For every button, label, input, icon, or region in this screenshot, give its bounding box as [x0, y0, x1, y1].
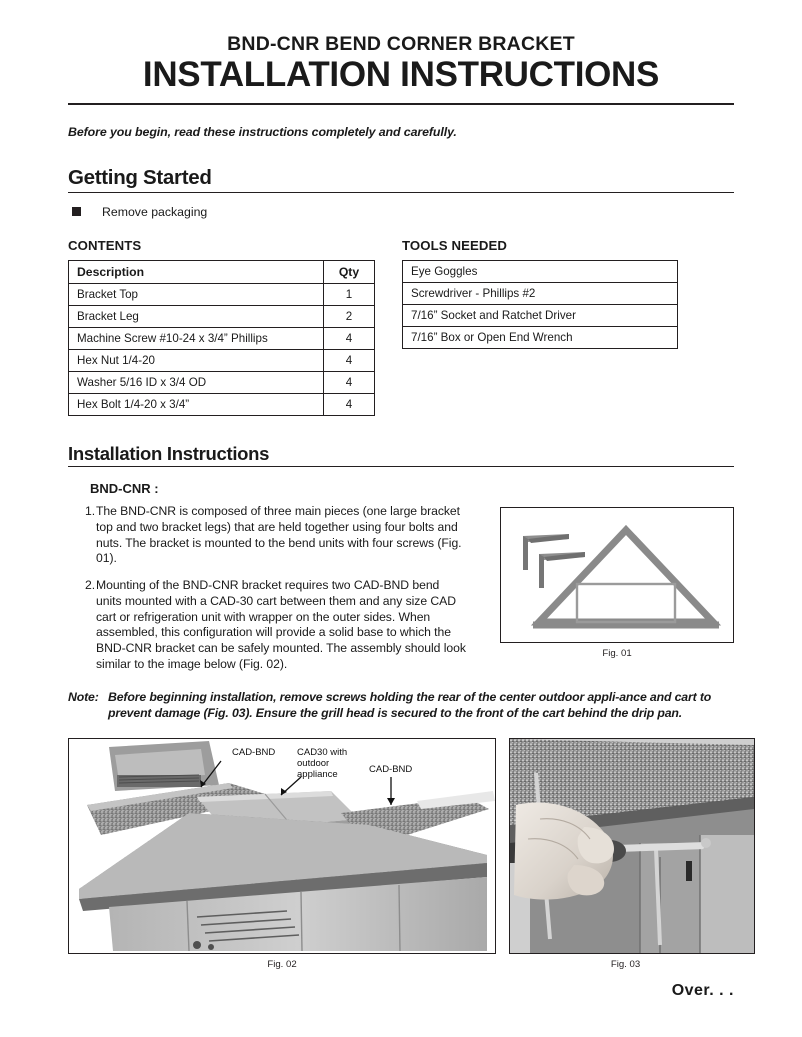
page-content: [68, 0, 734, 1000]
preamble-text: Before you begin, read these instructions completely and carefully.: [68, 125, 457, 140]
callout-cad-bnd-left: CAD-BND: [232, 746, 276, 758]
cell-description: Bracket Leg: [69, 305, 324, 327]
cell-description: Hex Bolt 1/4-20 x 3/4”: [69, 393, 324, 415]
tools-label: TOOLS NEEDED: [402, 237, 508, 253]
page-title: INSTALLATION INSTRUCTIONS: [142, 55, 660, 95]
table-header-row: [69, 260, 375, 283]
column-header-qty: Qty: [324, 260, 375, 283]
contents-column: [68, 238, 375, 416]
cell-qty: 4: [324, 371, 375, 393]
callout-cad-bnd-right: CAD-BND: [369, 763, 413, 775]
bullet-label: Remove packaging: [102, 204, 208, 219]
table-row: [403, 326, 678, 348]
cell-description: Machine Screw #10-24 x 3/4” Phillips: [69, 327, 324, 349]
column-header-description: Description: [69, 260, 324, 283]
step-number: 1.: [85, 504, 96, 519]
cell-qty: 4: [324, 327, 375, 349]
table-row: [69, 349, 375, 371]
screwdriver-photo: [510, 739, 754, 953]
cell-qty: 1: [324, 283, 375, 305]
installation-divider: [68, 466, 734, 467]
model-label: BND-CNR :: [90, 481, 159, 497]
cell-tool: 7/16” Socket and Ratchet Driver: [403, 304, 678, 326]
step-text: The BND-CNR is composed of three main pieces (one large bracket top and two bracket legs) that are held together using four bolts and nuts. The bracket is mounted to the bend units with four screws (Fig. 01).: [96, 504, 462, 566]
table-row: [69, 393, 375, 415]
cell-tool: 7/16” Box or Open End Wrench: [403, 326, 678, 348]
note-block: [68, 690, 734, 721]
tools-table: [402, 260, 678, 349]
table-row: [69, 305, 375, 327]
cell-qty: 2: [324, 305, 375, 327]
note-text: Before beginning installation, remove screws holding the rear of the center outdoor appli-ance and cart to prevent damage (Fig. 03). Ensure the grill head is secured to the front of the cart behind the drip pan.: [108, 690, 712, 721]
installation-heading: Installation Instructions: [68, 442, 270, 464]
bullet-item-remove-packaging: [72, 205, 734, 219]
cell-qty: 4: [324, 393, 375, 415]
outdoor-island-photo: [69, 739, 495, 953]
tables-region: [68, 238, 734, 416]
instructions-body: [68, 481, 734, 672]
table-row: [69, 327, 375, 349]
figure-02-frame: [68, 738, 496, 954]
figures-row: [68, 738, 734, 970]
figure-02-caption: Fig. 02: [267, 958, 297, 970]
table-row: [69, 371, 375, 393]
cell-qty: 4: [324, 349, 375, 371]
square-bullet-icon: [72, 207, 81, 216]
over-footer: Over. . .: [671, 981, 734, 999]
cell-tool: Screwdriver - Phillips #2: [403, 282, 678, 304]
table-row: [403, 282, 678, 304]
tools-column: [402, 238, 678, 349]
figure-02: [68, 738, 496, 970]
figure-01: [500, 507, 734, 659]
cell-description: Bracket Top: [69, 283, 324, 305]
getting-started-divider: [68, 192, 734, 193]
contents-table: [68, 260, 375, 416]
title-divider: [68, 103, 734, 105]
table-row: [403, 304, 678, 326]
note-label: Note:: [68, 690, 99, 705]
cell-tool: Eye Goggles: [403, 260, 678, 282]
callout-cad30: CAD30 with outdoor appliance: [297, 746, 348, 781]
product-line-title: BND-CNR BEND CORNER BRACKET: [227, 33, 575, 55]
figure-03-frame: [509, 738, 755, 954]
cell-description: Hex Nut 1/4-20: [69, 349, 324, 371]
table-row: [69, 283, 375, 305]
step-number: 2.: [85, 578, 96, 593]
contents-label: CONTENTS: [68, 237, 142, 253]
table-row: [403, 260, 678, 282]
cell-description: Washer 5/16 ID x 3/4 OD: [69, 371, 324, 393]
figure-01-caption: Fig. 01: [602, 648, 632, 660]
figure-03-caption: Fig. 03: [610, 958, 641, 970]
figure-01-frame: [500, 507, 734, 643]
figure-03: [496, 738, 755, 970]
getting-started-heading: Getting Started: [68, 166, 212, 190]
bracket-diagram-icon: [501, 508, 733, 642]
step-text: Mounting of the BND-CNR bracket requires two CAD-BND bend units mounted with a CAD-30 cart between them and any size CAD cart or refrigeration unit with wrapper on the outer sides. When assembled, this configuration will provide a solid base to which the BND-CNR bracket can be safely mounted. The assembly should look similar to the image below (Fig. 02).: [96, 578, 466, 671]
